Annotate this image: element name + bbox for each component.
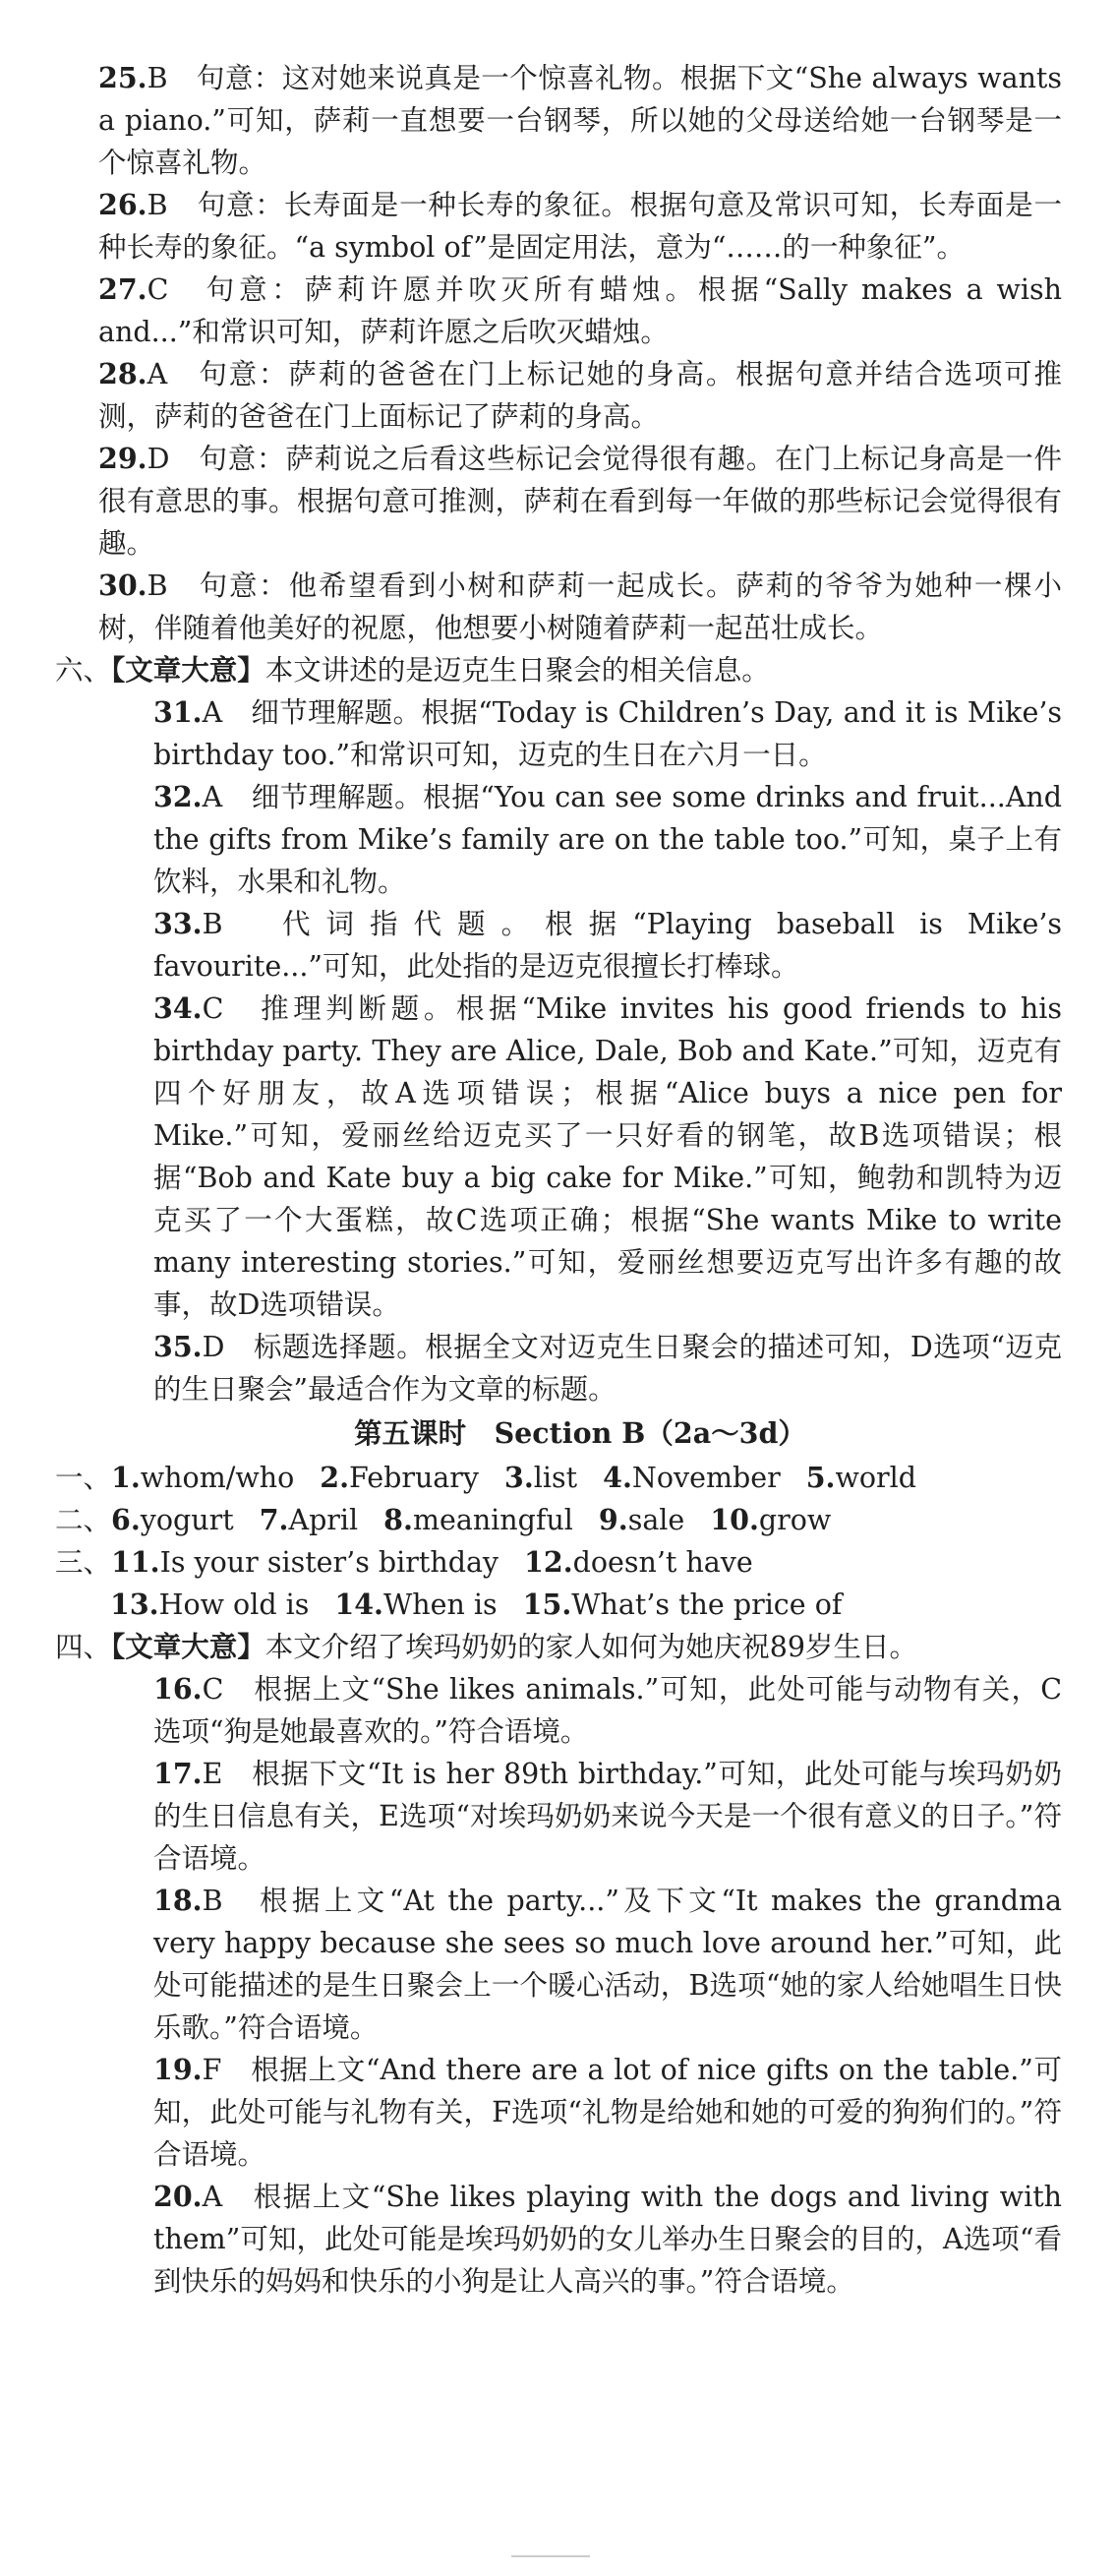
answer-item-30: 30.B 句意：他希望看到小树和萨莉一起成长。萨莉的爷爷为她种一棵小树，伴随着他美好的祝愿，他想要小树随着萨莉一起茁壮成长。 bbox=[98, 569, 1062, 644]
footer-divider bbox=[511, 2555, 590, 2557]
lesson-title: 第五课时 Section B（2a～3d） bbox=[354, 1416, 806, 1450]
answer-item-31: 31.A 细节理解题。根据“Today is Children’s Day, and it is Mike’s birthday too.”和常识可知，迈克的生日在六月一日。 bbox=[153, 695, 1062, 771]
answer-item-34: 34.C 推理判断题。根据“Mike invites his good friends to his birthday party. They are Alice, Dale, Bob and Kate.”可知，迈克有四个好朋友，故A选项错误；根据“Alice buys a nice pen for Mike.”可知，爱丽丝给迈克买了一只好看的钢笔，故B选项错误；根据“Bob and Kate buy a big cake for Mike.”可知，鲍勃和凯特为迈克买了一个大蛋糕，故C选项正确；根据“She wants Mike to write many interesting stories.”可知，爱丽丝想要迈克写出许多有趣的故事，故D选项错误。 bbox=[153, 991, 1062, 1321]
answer-item-29: 29.D 句意：萨莉说之后看这些标记会觉得很有趣。在门上标记身高是一件很有意思的事。根据句意可推测，萨莉在看到每一年做的那些标记会觉得很有趣。 bbox=[98, 442, 1062, 560]
answer-block-2 bbox=[98, 691, 1062, 1410]
answer-item-18: 18.B 根据上文“At the party...”及下文“It makes the grandma very happy because she sees so much love around her.”可知，此处可能描述的是生日聚会上一个暖心活动，B选项“她的家人给她唱生日快乐歌。”符合语境。 bbox=[153, 1884, 1062, 2044]
answer-item-16: 16.C 根据上文“She likes animals.”可知，此处可能与动物有关，C选项“狗是她最喜欢的。”符合语境。 bbox=[153, 1672, 1062, 1748]
answer-item-19: 19.F 根据上文“And there are a lot of nice gifts on the table.”可知，此处可能与礼物有关，F选项“礼物是给她和她的可爱的狗狗们的。”符合语境。 bbox=[153, 2053, 1062, 2171]
part-one-answers: 一、1.whom/who 2.February 3.list 4.November 5.world bbox=[55, 1461, 917, 1494]
answer-block-3 bbox=[98, 1668, 1062, 2303]
part-two-answers: 二、6.yogurt 7.April 8.meaningful 9.sale 10.grow bbox=[55, 1503, 832, 1536]
answer-item-20: 20.A 根据上文“She likes playing with the dogs and living with them”可知，此处可能是埃玛奶奶的女儿举办生日聚会的目的，A选项“看到快乐的妈妈和快乐的小狗是让人高兴的事。”符合语境。 bbox=[153, 2180, 1062, 2298]
answer-item-26: 26.B 句意：长寿面是一种长寿的象征。根据句意及常识可知，长寿面是一种长寿的象征。“a symbol of”是固定用法，意为“……的一种象征”。 bbox=[98, 188, 1062, 264]
answer-block-1 bbox=[98, 57, 1062, 649]
answer-item-25: 25.B 句意：这对她来说真是一个惊喜礼物。根据下文“She always wants a piano.”可知，萨莉一直想要一台钢琴，所以她的父母送给她一台钢琴是一个惊喜礼物。 bbox=[98, 61, 1062, 179]
part-three-answers-row1: 三、11.Is your sister’s birthday 12.doesn’t have bbox=[55, 1545, 753, 1579]
answer-item-17: 17.E 根据下文“It is her 89th birthday.”可知，此处可能与埃玛奶奶的生日信息有关，E选项“对埃玛奶奶来说今天是一个很有意义的日子。”符合语境。 bbox=[153, 1757, 1062, 1875]
answer-item-33: 33.B 代词指代题。根据“Playing baseball is Mike’s favourite...”可知，此处指的是迈克很擅长打棒球。 bbox=[153, 907, 1062, 983]
answer-item-35: 35.D 标题选择题。根据全文对迈克生日聚会的描述可知，D选项“迈克的生日聚会”最适合作为文章的标题。 bbox=[153, 1330, 1062, 1406]
answer-item-32: 32.A 细节理解题。根据“You can see some drinks and fruit...And the gifts from Mike’s family are on the table too.”可知，桌子上有饮料，水果和礼物。 bbox=[153, 780, 1062, 898]
part-three-answers-row2: 13.How old is 14.When is 15.What’s the price of bbox=[110, 1588, 843, 1621]
section-four-summary: 四、【文章大意】本文介绍了埃玛奶奶的家人如何为她庆祝89岁生日。 bbox=[55, 1630, 918, 1663]
answer-item-28: 28.A 句意：萨莉的爸爸在门上标记她的身高。根据句意并结合选项可推测，萨莉的爸爸在门上面标记了萨莉的身高。 bbox=[98, 357, 1062, 433]
answer-item-27: 27.C 句意：萨莉许愿并吹灭所有蜡烛。根据“Sally makes a wish and...”和常识可知，萨莉许愿之后吹灭蜡烛。 bbox=[98, 272, 1062, 348]
section-six-summary: 六、【文章大意】本文讲述的是迈克生日聚会的相关信息。 bbox=[55, 653, 770, 687]
